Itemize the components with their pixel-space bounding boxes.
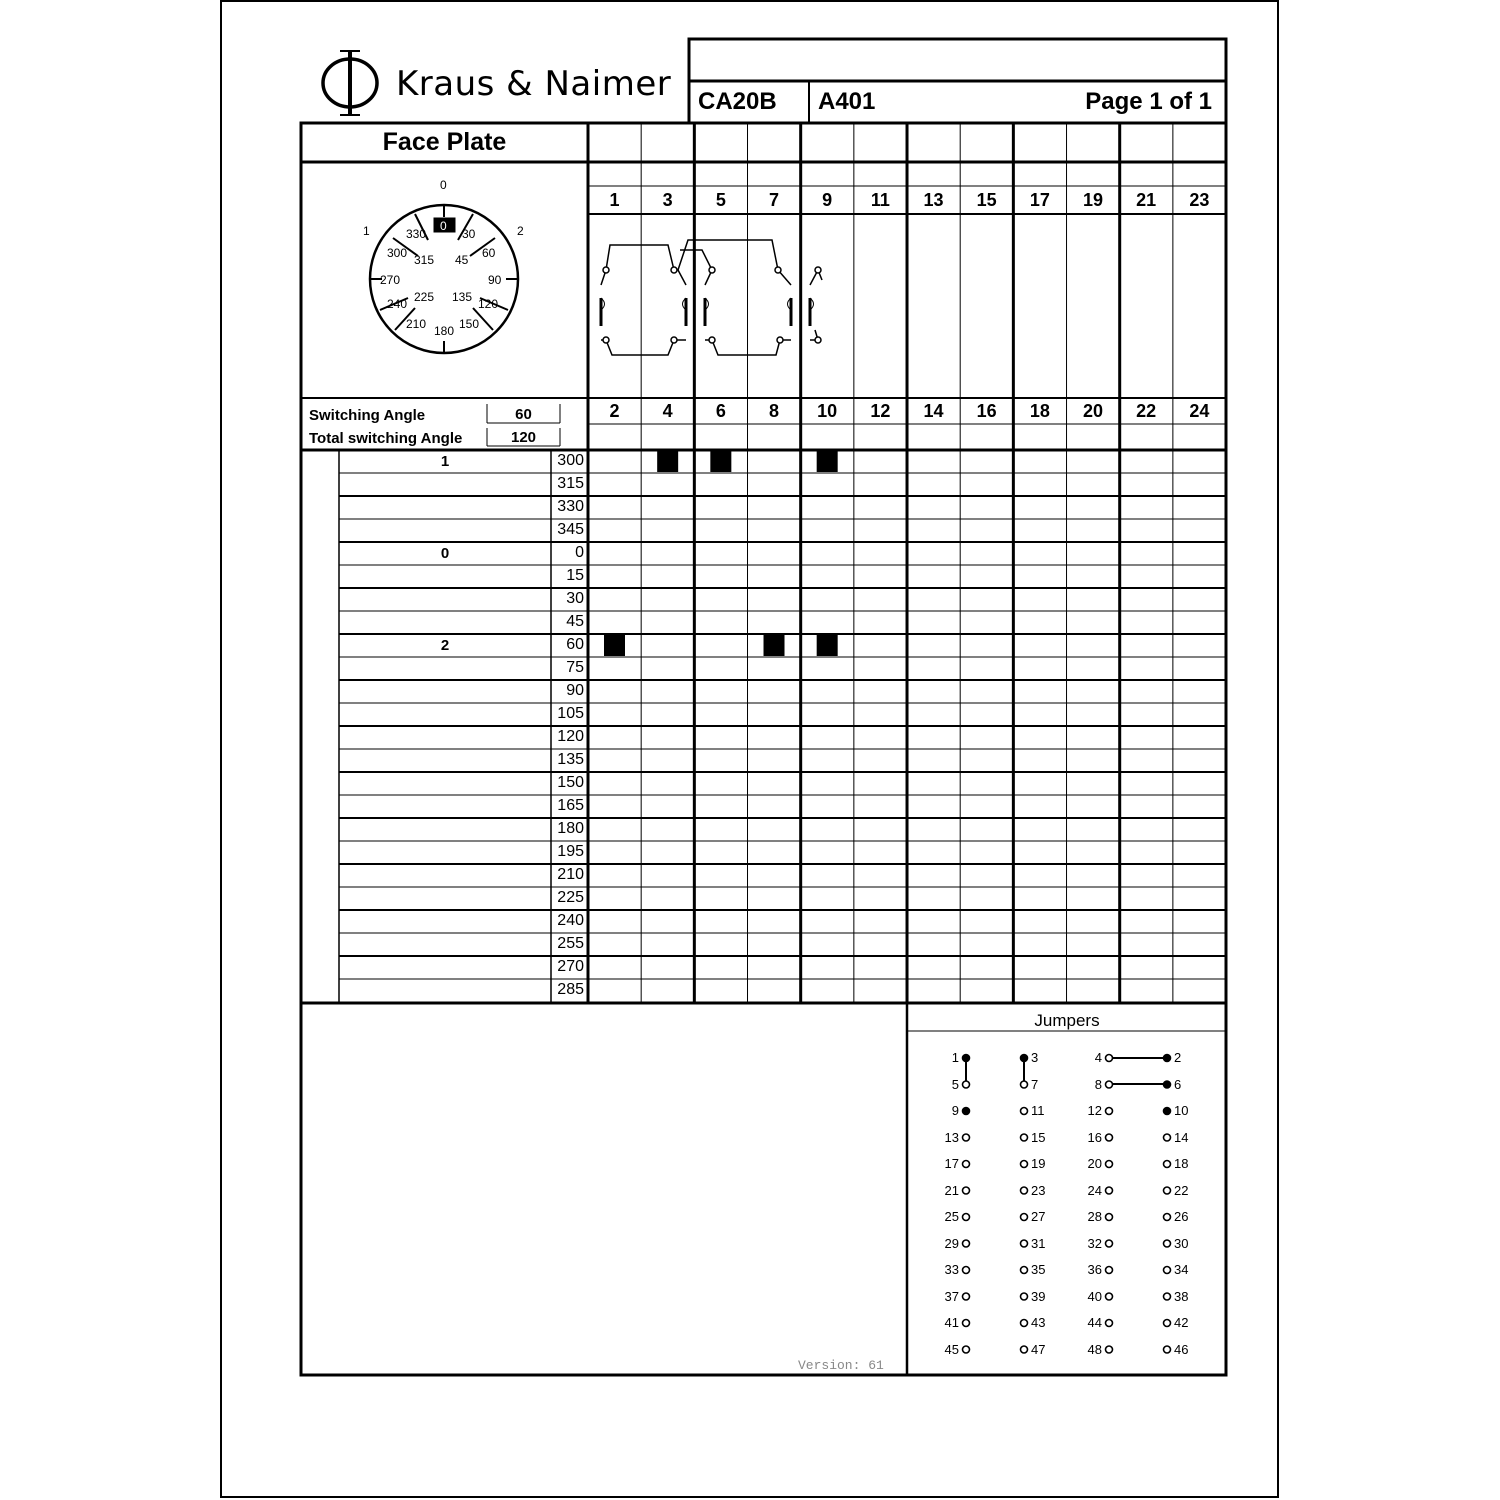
angle-value: 105 [557, 705, 584, 722]
jumper-terminal-label: 22 [1174, 1182, 1189, 1198]
angle-value: 210 [557, 866, 584, 883]
jumper-terminal-label: 41 [944, 1315, 959, 1330]
terminal-dot [1021, 1108, 1028, 1115]
jumper-terminal-label: 25 [944, 1209, 959, 1224]
terminal-number-top: 23 [1189, 190, 1210, 210]
jumper-terminal-label: 2 [1174, 1050, 1182, 1065]
terminal-number-bottom: 4 [662, 401, 673, 421]
jumper-terminal-label: 48 [1087, 1341, 1102, 1357]
version-label: Version: 61 [798, 1358, 884, 1373]
terminal-number-top: 7 [768, 190, 779, 210]
position-label: 2 [440, 637, 450, 654]
jumper-terminal-label: 20 [1087, 1156, 1102, 1171]
terminal-dot [1106, 1187, 1113, 1194]
code-number: A401 [818, 88, 876, 115]
terminal-number-top: 3 [662, 190, 673, 210]
jumper-terminal-label: 14 [1174, 1129, 1189, 1145]
terminal-number-top: 15 [976, 190, 997, 210]
jumper-terminal-label: 43 [1031, 1315, 1046, 1330]
angle-value: 330 [557, 498, 584, 515]
jumper-links [966, 1058, 1167, 1084]
jumper-terminal-label: 3 [1031, 1050, 1039, 1065]
angle-value: 300 [557, 452, 584, 469]
face-plate-title: Face Plate [382, 128, 507, 156]
total-switching-angle-value: 120 [510, 429, 537, 446]
terminal-dot [1106, 1320, 1113, 1327]
page-indicator: Page 1 of 1 [1085, 88, 1212, 115]
terminal-dot [1021, 1214, 1028, 1221]
terminal-dot [1164, 1134, 1171, 1141]
angle-value: 345 [557, 521, 584, 538]
jumper-terminal-label: 8 [1094, 1076, 1102, 1092]
terminal-dot [1164, 1293, 1171, 1300]
terminal-number-bottom: 20 [1083, 401, 1104, 421]
jumper-terminal-label: 36 [1087, 1262, 1102, 1277]
angle-value: 120 [557, 728, 584, 745]
terminal-dot [963, 1081, 970, 1088]
terminal-number-bottom: 22 [1136, 401, 1157, 421]
jumper-terminal-label: 1 [951, 1050, 959, 1065]
terminal-dot [1164, 1055, 1171, 1062]
terminal-dot [1106, 1108, 1113, 1115]
switching-angle-label: Switching Angle [309, 407, 426, 424]
dial-angle: 45 [455, 253, 469, 267]
jumper-terminal-label: 18 [1174, 1156, 1189, 1171]
dial-angle: 180 [434, 324, 455, 338]
terminal-dot [1106, 1161, 1113, 1168]
angle-value: 270 [557, 958, 584, 975]
terminal-dot [1106, 1081, 1113, 1088]
jumper-terminal-label: 44 [1087, 1315, 1102, 1330]
dial-angle: 225 [414, 290, 435, 304]
jumper-terminal-label: 27 [1031, 1209, 1046, 1224]
terminal-dot [1021, 1293, 1028, 1300]
terminal-dot [1021, 1346, 1028, 1353]
contact-closed-mark [710, 451, 731, 472]
jumper-terminal-label: 16 [1087, 1129, 1102, 1145]
terminal-dot [1164, 1240, 1171, 1247]
angle-value: 225 [557, 889, 584, 906]
terminal-number-bottom: 10 [817, 401, 838, 421]
dial-position-1: 1 [363, 224, 370, 238]
jumper-terminal-label: 15 [1031, 1129, 1046, 1145]
jumper-terminal-label: 37 [944, 1288, 959, 1304]
contact-diagram-icon [601, 240, 822, 355]
terminal-dot [963, 1320, 970, 1327]
terminal-number-bottom: 6 [715, 401, 726, 421]
angle-value: 0 [575, 544, 584, 561]
terminal-dot [1106, 1293, 1113, 1300]
terminal-number-top: 13 [923, 190, 944, 210]
jumper-terminal-label: 6 [1174, 1076, 1182, 1092]
terminal-dot [1021, 1240, 1028, 1247]
terminal-dot [1021, 1055, 1028, 1062]
angle-value: 240 [557, 912, 584, 929]
terminal-dot [963, 1346, 970, 1353]
position-label: 1 [440, 453, 450, 470]
terminal-dot [1021, 1187, 1028, 1194]
jumper-terminal-label: 5 [951, 1076, 959, 1092]
terminal-dot [1106, 1346, 1113, 1353]
jumper-terminal-label: 38 [1174, 1288, 1189, 1304]
angle-value: 180 [557, 820, 584, 837]
jumper-terminal-label: 28 [1087, 1209, 1102, 1224]
jumper-terminal-label: 47 [1031, 1341, 1046, 1357]
dial-angle: 210 [406, 317, 427, 331]
terminal-dot [963, 1214, 970, 1221]
terminal-dot [1106, 1214, 1113, 1221]
terminal-dot [1164, 1187, 1171, 1194]
terminal-dot [963, 1055, 970, 1062]
jumper-terminal-label: 30 [1174, 1235, 1189, 1251]
terminal-dot [963, 1240, 970, 1247]
terminal-number-top: 19 [1083, 190, 1104, 210]
dial-angle: 270 [380, 273, 401, 287]
phi-logo-icon [323, 50, 377, 116]
terminal-number-top: 9 [822, 190, 833, 210]
dial-angle: 315 [414, 253, 435, 267]
angle-value: 45 [566, 613, 584, 630]
jumper-terminal-label: 17 [944, 1156, 959, 1171]
terminal-dot [963, 1267, 970, 1274]
terminal-dot [1164, 1161, 1171, 1168]
dial-angle: 60 [482, 246, 496, 260]
angle-value: 315 [557, 475, 584, 492]
jumper-terminal-label: 35 [1031, 1262, 1046, 1277]
terminal-dot [1106, 1240, 1113, 1247]
terminal-dot [1164, 1267, 1171, 1274]
jumper-terminal-label: 7 [1031, 1076, 1039, 1092]
terminal-number-bottom: 8 [768, 401, 779, 421]
angle-value: 255 [557, 935, 584, 952]
terminal-number-bottom: 12 [870, 401, 891, 421]
terminal-number-bottom: 16 [976, 401, 997, 421]
switching-angle-value: 60 [515, 406, 532, 423]
terminal-number-top: 11 [870, 190, 890, 210]
jumper-terminal-label: 21 [944, 1182, 959, 1198]
jumper-terminal-label: 31 [1031, 1235, 1046, 1251]
terminal-number-top: 5 [715, 190, 726, 210]
dial-position-2: 2 [517, 224, 524, 238]
angle-value: 165 [557, 797, 584, 814]
terminal-number-bottom: 18 [1029, 401, 1050, 421]
angle-value: 60 [566, 636, 584, 653]
jumper-terminal-label: 19 [1031, 1156, 1046, 1171]
angle-value: 135 [557, 751, 584, 768]
terminal-dot [1164, 1214, 1171, 1221]
terminal-dot [1021, 1267, 1028, 1274]
jumper-terminal-label: 10 [1174, 1103, 1189, 1118]
dial-angle: 300 [387, 246, 408, 260]
jumper-terminal-label: 9 [951, 1103, 959, 1118]
jumper-terminal-label: 34 [1174, 1262, 1189, 1277]
terminal-dot [963, 1187, 970, 1194]
terminal-dot [963, 1108, 970, 1115]
contact-closed-mark [657, 451, 678, 472]
angle-value: 90 [566, 682, 584, 699]
jumper-terminal-label: 26 [1174, 1209, 1189, 1224]
angle-value: 75 [566, 659, 584, 676]
jumper-terminal-label: 13 [944, 1129, 959, 1145]
contact-closed-mark [604, 635, 625, 656]
contact-closed-mark [764, 635, 785, 656]
angle-value: 285 [557, 981, 584, 998]
terminal-dot [1164, 1081, 1171, 1088]
dial-angle: 120 [478, 297, 499, 311]
jumper-terminal-label: 4 [1094, 1050, 1102, 1065]
switch-marks [604, 451, 838, 656]
angle-value: 15 [566, 567, 584, 584]
jumper-terminal-label: 46 [1174, 1341, 1189, 1357]
terminal-number-bottom: 24 [1189, 401, 1210, 421]
jumper-terminal-label: 11 [1031, 1103, 1045, 1118]
dial-angle: 90 [488, 273, 502, 287]
contact-closed-mark [817, 451, 838, 472]
jumper-terminal-label: 39 [1031, 1288, 1046, 1304]
jumper-terminal-label: 29 [944, 1235, 959, 1251]
contact-closed-mark [817, 635, 838, 656]
jumper-terminal-label: 33 [944, 1262, 959, 1277]
jumper-terminal-label: 12 [1087, 1103, 1102, 1118]
jumper-terminal-label: 24 [1087, 1182, 1102, 1198]
terminal-dot [1164, 1320, 1171, 1327]
dial-marker: 0 [440, 219, 447, 233]
terminal-dot [1164, 1108, 1171, 1115]
jumper-terminal-label: 23 [1031, 1182, 1046, 1198]
jumper-terminal-label: 42 [1174, 1315, 1189, 1330]
dial-angle: 240 [387, 297, 408, 311]
terminal-number-bottom: 2 [609, 401, 620, 421]
angle-value: 30 [566, 590, 584, 607]
terminal-dot [1106, 1134, 1113, 1141]
dial-angle: 150 [459, 317, 480, 331]
position-label: 0 [440, 545, 450, 562]
dial-position-0: 0 [440, 178, 447, 192]
terminal-dot [1164, 1346, 1171, 1353]
jumper-terminal-label: 32 [1087, 1235, 1102, 1251]
terminal-dot [963, 1134, 970, 1141]
terminal-dot [1106, 1055, 1113, 1062]
terminal-dot [963, 1161, 970, 1168]
terminal-dot [1021, 1134, 1028, 1141]
jumpers-title: Jumpers [1034, 1011, 1100, 1030]
jumper-terminal-label: 40 [1087, 1288, 1102, 1304]
terminal-dot [1021, 1320, 1028, 1327]
terminal-dot [1021, 1161, 1028, 1168]
jumper-terminal-label: 45 [944, 1341, 959, 1357]
total-switching-angle-label: Total switching Angle [309, 430, 463, 447]
dial-angle: 330 [406, 227, 427, 241]
dial-angle: 135 [452, 290, 473, 304]
dial-angle: 30 [462, 227, 476, 241]
model-number: CA20B [698, 88, 777, 115]
terminal-dot [963, 1293, 970, 1300]
angle-value: 150 [557, 774, 584, 791]
terminal-number-top: 17 [1029, 190, 1050, 210]
angle-value: 195 [557, 843, 584, 860]
terminal-dot [1106, 1267, 1113, 1274]
brand-name: Kraus & Naimer [396, 64, 672, 104]
terminal-number-bottom: 14 [923, 401, 944, 421]
terminal-number-top: 21 [1136, 190, 1157, 210]
terminal-number-top: 1 [609, 190, 620, 210]
terminal-dot [1021, 1081, 1028, 1088]
